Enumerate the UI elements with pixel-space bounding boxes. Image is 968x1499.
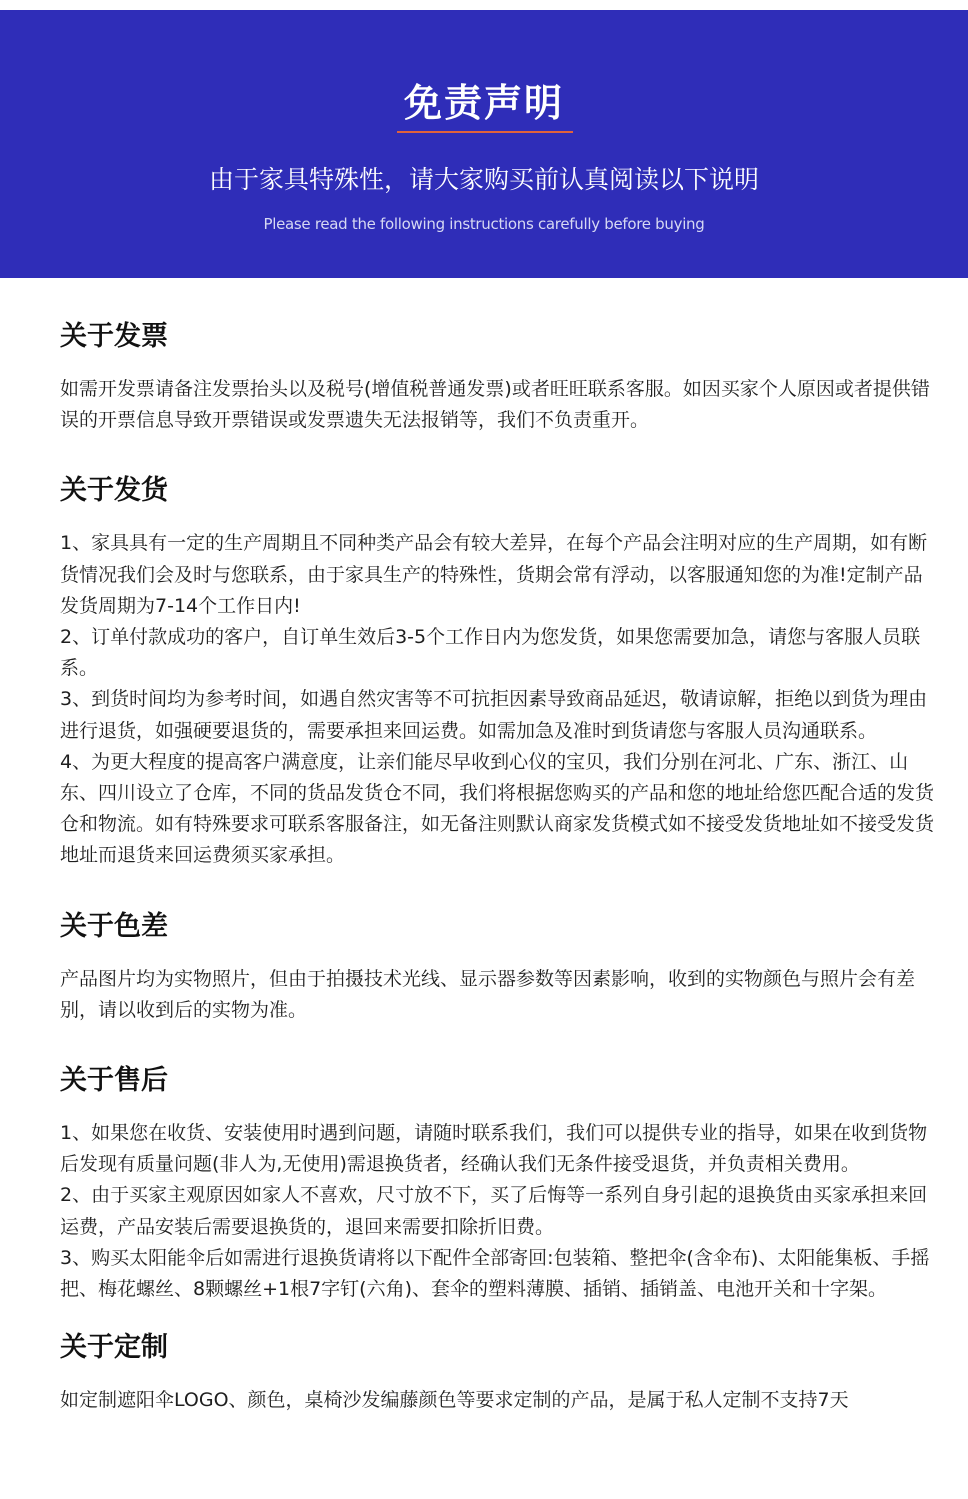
section-color-difference	[60, 890, 940, 1026]
header-banner	[0, 10, 968, 278]
section-paragraph: 2、订单付款成功的客户，自订单生效后3-5个工作日内为您发货，如果您需要加急，请您与客服人员联系。	[60, 626, 921, 680]
title-divider	[397, 131, 573, 133]
page-title: 免责声明	[403, 81, 564, 125]
section-title: 关于定制	[60, 1332, 168, 1364]
section-title: 关于发票	[60, 321, 168, 352]
section-paragraph: 3、购买太阳能伞后如需进行退换货请将以下配件全部寄回:包装箱、整把伞(含伞布)、太阳能集板、手摇把、梅花螺丝、8颗螺丝+1根7字钉(六角)、套伞的塑料薄膜、插销、插销盖、电池开关和十字架。	[60, 1246, 930, 1301]
section-paragraph: 1、家具具有一定的生产周期且不同种类产品会有较大差异，在每个产品会注明对应的生产周期，如有断货情况我们会及时与您联系，由于家具生产的特殊性，货期会常有浮动，以客服通知您的为准!定制产品发货周期为7-14个工作日内!	[60, 532, 928, 617]
section-shipping	[60, 454, 940, 871]
section-title: 关于售后	[60, 1065, 168, 1097]
section-after-sales	[60, 1044, 940, 1305]
section-paragraph: 如定制遮阳伞LOGO、颜色，桌椅沙发编藤颜色等要求定制的产品，是属于私人定制不支持7天	[60, 1389, 849, 1412]
section-title: 关于发货	[60, 475, 168, 507]
section-paragraph: 4、为更大程度的提高客户满意度，让亲们能尽早收到心仪的宝贝，我们分别在河北、广东、浙江、山东、四川设立了仓库，不同的货品发货仓不同，我们将根据您购买的产品和您的地址给您匹配合适的发货仓和物流。如有特殊要求可联系客服备注，如无备注则默认商家发货模式如不接受发货地址如不接受发货地址而退货来回运费须买家承担。	[60, 750, 935, 867]
section-invoice	[60, 300, 940, 436]
disclaimer-content	[60, 300, 940, 1416]
page-subtitle-english: Please read the following instructions carefully before buying	[263, 215, 705, 233]
section-paragraph: 产品图片均为实物照片，但由于拍摄技术光线、显示器参数等因素影响，收到的实物颜色与照片会有差别，请以收到后的实物为准。	[60, 967, 916, 1021]
section-title: 关于色差	[60, 910, 168, 942]
page-subtitle: 由于家具特殊性，请大家购买前认真阅读以下说明	[208, 165, 759, 194]
section-customization	[60, 1311, 940, 1416]
section-paragraph: 1、如果您在收货、安装使用时遇到问题，请随时联系我们，我们可以提供专业的指导，如果在收到货物后发现有质量问题(非人为,无使用)需退换货者，经确认我们无条件接受退货，并负责相关费用。	[60, 1122, 928, 1176]
section-paragraph: 3、到货时间均为参考时间，如遇自然灾害等不可抗拒因素导致商品延迟，敬请谅解，拒绝以到货为理由进行退货，如强硬要退货的，需要承担来回运费。如需加急及准时到货请您与客服人员沟通联系。	[60, 688, 928, 742]
section-paragraph: 如需开发票请备注发票抬头以及税号(增值税普通发票)或者旺旺联系客服。如因买家个人原因或者提供错误的开票信息导致开票错误或发票遗失无法报销等，我们不负责重开。	[60, 378, 930, 432]
section-paragraph: 2、由于买家主观原因如家人不喜欢，尺寸放不下，买了后悔等一系列自身引起的退换货由买家承担来回运费，产品安装后需要退换货的，退回来需要扣除折旧费。	[60, 1184, 928, 1238]
